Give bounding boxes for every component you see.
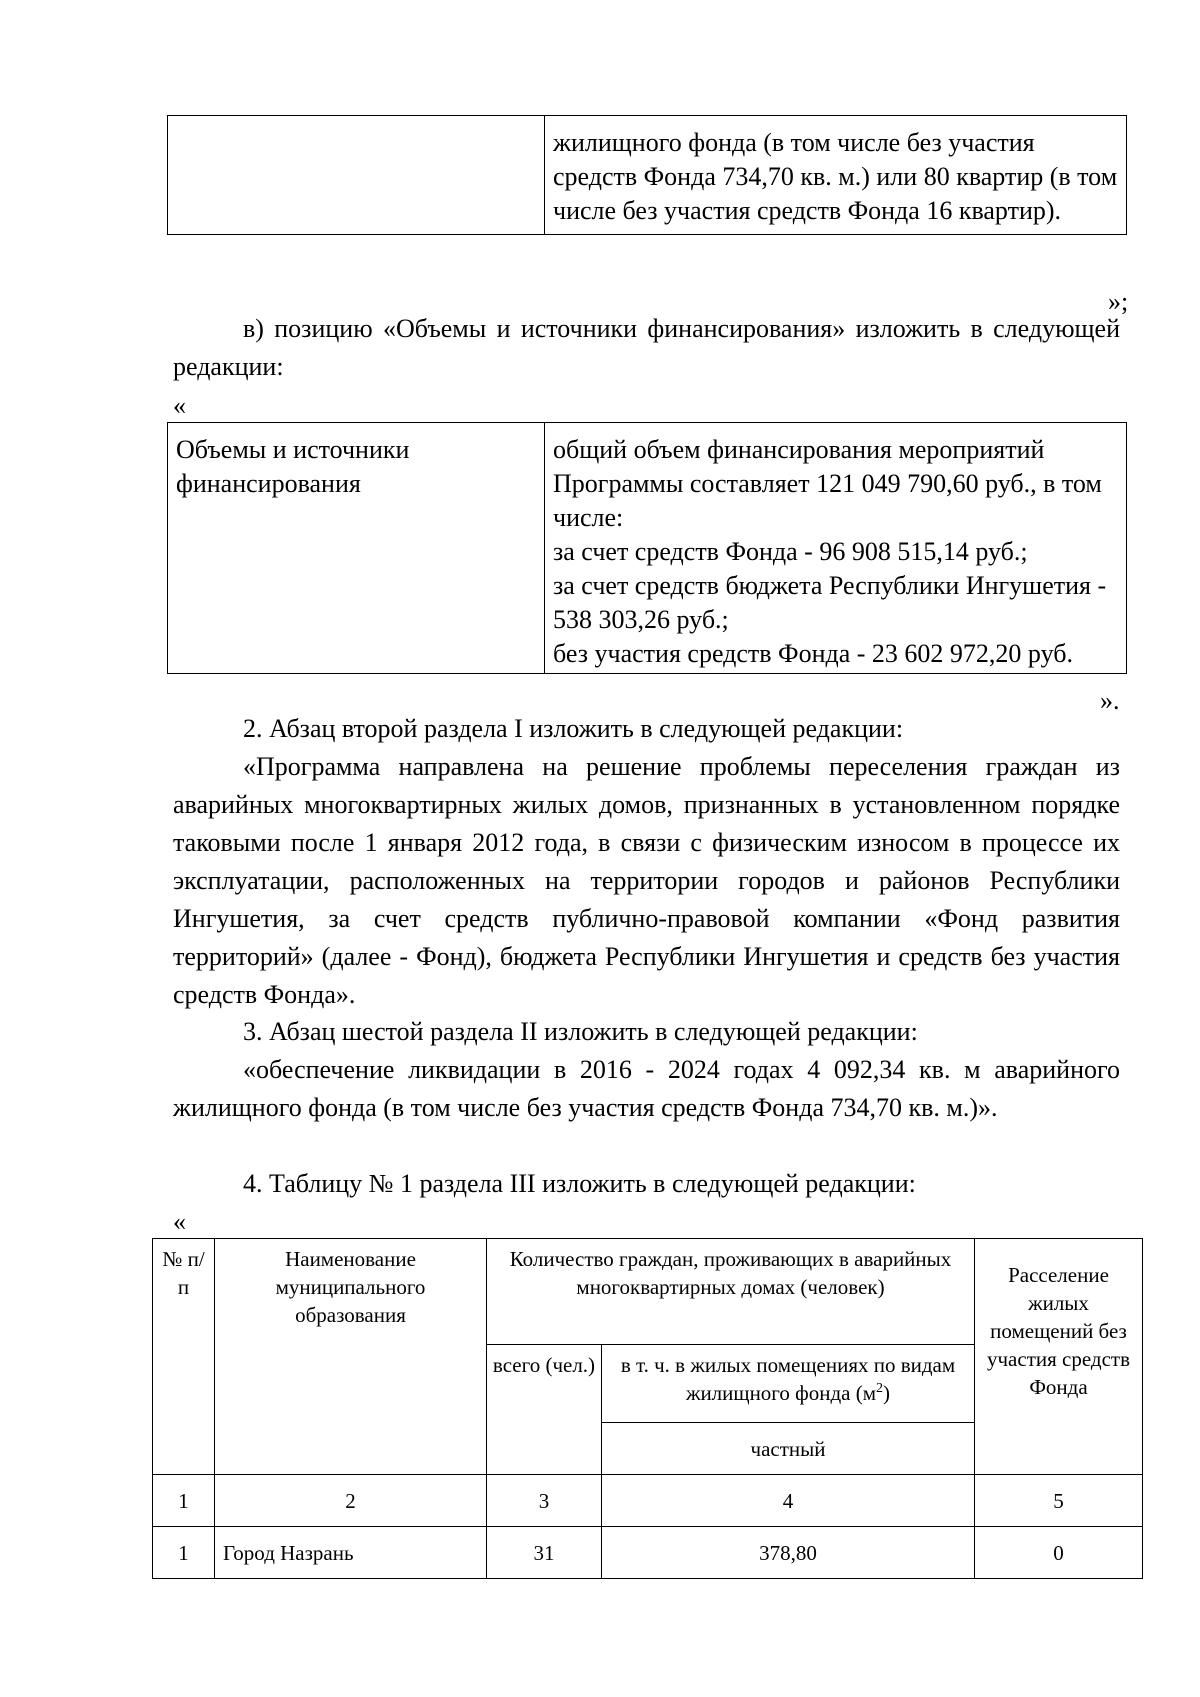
col-number: 1 [153,1475,215,1527]
header-private: частный [602,1423,975,1475]
row-relocation: 0 [975,1527,1143,1579]
header-name: Наименование муниципального образования [215,1239,487,1475]
header-total: всего (чел.) [487,1345,602,1475]
opening-quote: « [173,391,186,420]
finance-values [545,423,1127,674]
header-num: № п/п [153,1239,215,1475]
row-total: 31 [487,1527,602,1579]
finance-line-fund: за счет средств Фонда - 96 908 515,14 руб.; [553,537,1028,566]
col-number: 2 [215,1475,487,1527]
finance-line-without-fund: без участия средств Фонда - 23 602 972,20 руб. [553,639,1073,668]
housing-fund-text: жилищного фонда (в том числе без участия средств Фонда 734,70 кв. м.) или 80 квартир (в том числе без участия средств Фонда 16 квартир). [545,116,1127,235]
finance-table [167,422,1127,674]
empty-cell [168,116,545,235]
opening-quote: « [173,1207,186,1236]
closing-quote: »; [1108,287,1129,316]
item-3-heading: 3. Абзац шестой раздела II изложить в следующей редакции: [243,1017,918,1046]
row-name: Город Назрань [215,1527,487,1579]
header-incl: в т. ч. в жилых помещениях по видам жилищного фонда $(м^2)$ [602,1345,975,1423]
item-4-heading: 4. Таблицу № 1 раздела III изложить в следующей редакции: [243,1169,916,1198]
finance-line-budget: за счет средств бюджета Республики Ингушетия - 538 303,26 руб.; [553,571,1107,634]
col-number: 4 [602,1475,975,1527]
row-private: 378,80 [602,1527,975,1579]
item-v-paragraph: в) позицию «Объемы и источники финансирования» изложить в следующей редакции: [173,314,1120,381]
program-passport-table-continuation [167,115,1127,235]
header-relocation: Расселение жилых помещений без участия средств Фонда [975,1239,1143,1475]
item-2-text: «Программа направлена на решение проблемы переселения граждан из аварийных многоквартирных жилых домов, признанных в установленном порядке таковыми после 1 января 2012 года, в связи с физическим износом в процессе их эксплуатации, расположенных на территории городов и районов Республики Ингушетия, за счет средств публично-правовой компании «Фонд развития территорий» (далее - Фонд), бюджета Республики Ингушетия и средств без участия средств Фонда». [173,752,1120,1009]
header-count: Количество граждан, проживающих в аварийных многоквартирных домах (человек) [487,1239,975,1345]
col-number: 5 [975,1475,1143,1527]
item-3-text: «обеспечение ликвидации в 2016 - 2024 годах 4 092,34 кв. м аварийного жилищного фонда (в том числе без участия средств Фонда 734,70 кв. м.)». [173,1055,1120,1122]
finance-label: Объемы и источники финансирования [168,423,545,674]
finance-line-total: общий объем финансирования мероприятий Программы составляет 121 049 790,60 руб., в том числе: [553,435,1102,532]
closing-quote: ». [1100,686,1120,715]
col-number: 3 [487,1475,602,1527]
residents-table [152,1238,1143,1579]
table-row [153,1527,1143,1579]
row-num: 1 [153,1527,215,1579]
item-2-heading: 2. Абзац второй раздела I изложить в следующей редакции: [243,714,904,743]
